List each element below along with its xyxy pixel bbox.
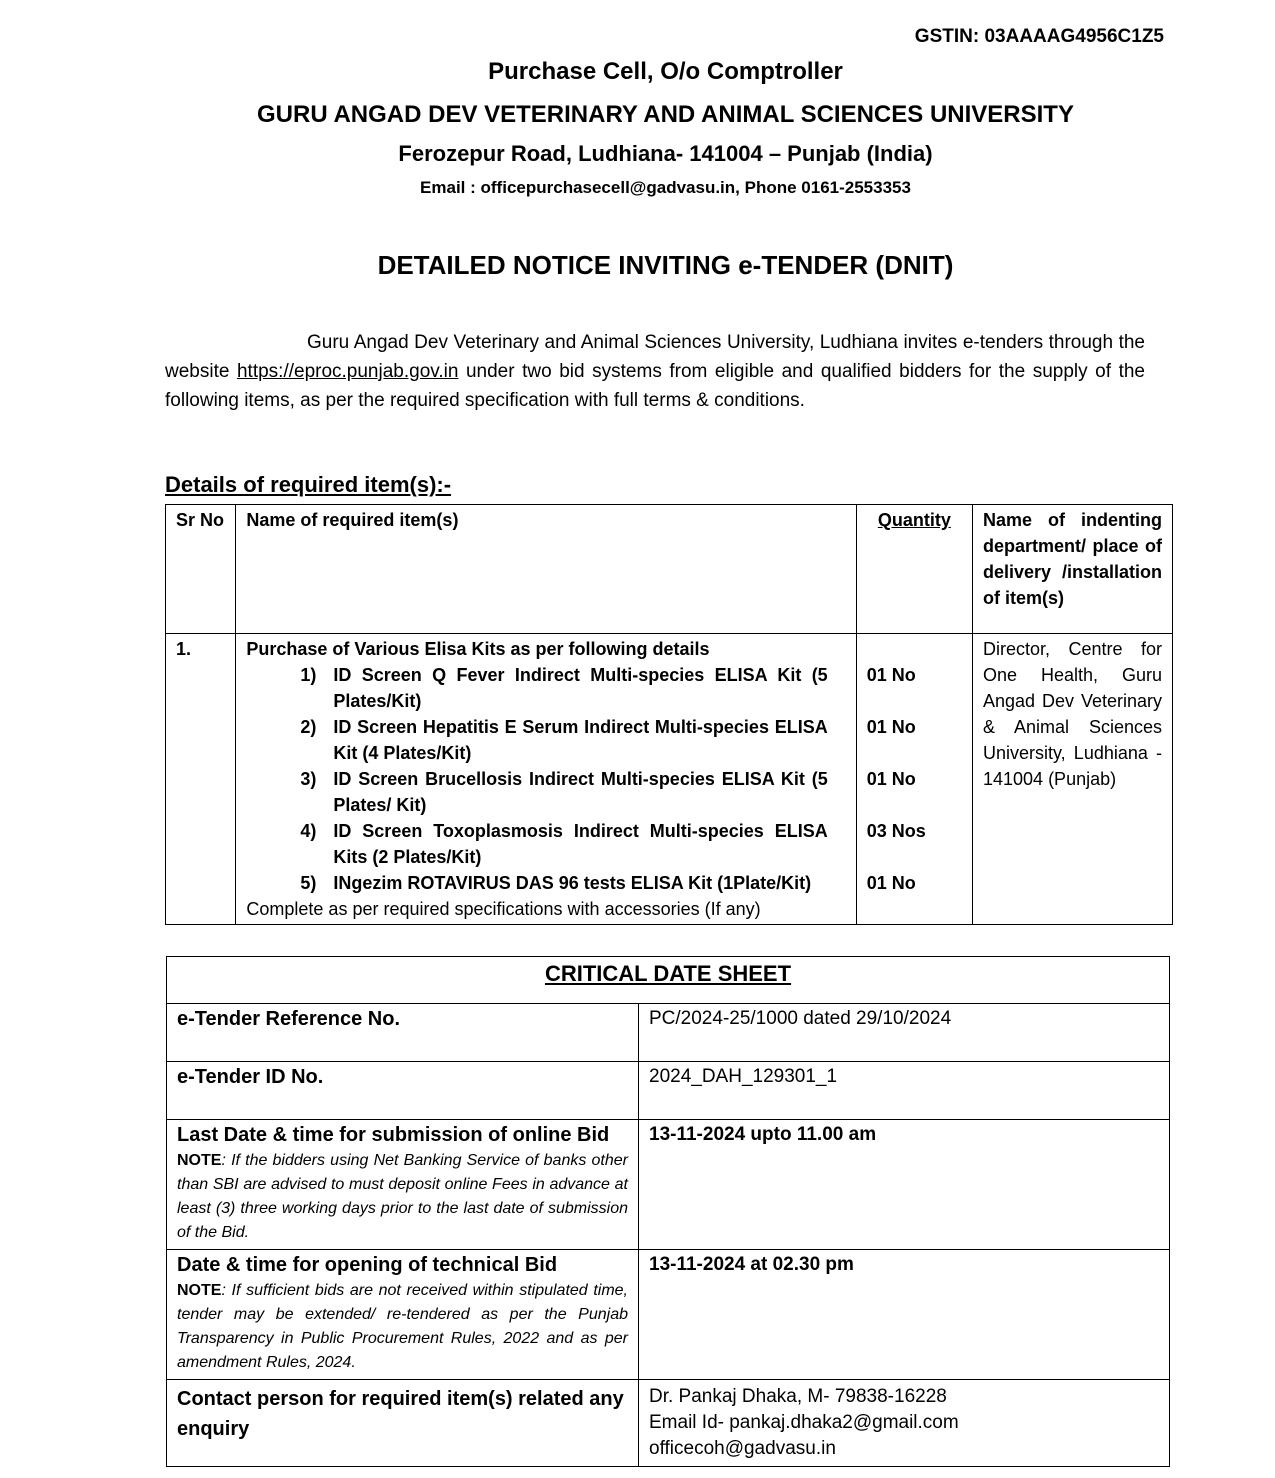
ref-no-label: e-Tender Reference No. [167,1004,639,1062]
sub-item-number: 3) [300,769,317,789]
header-contact: Email : officepurchasecell@gadvasu.in, Phone 0161-2553353 [420,178,911,197]
sub-item-list [246,662,845,896]
quantity-value: 01 No [866,769,916,789]
eproc-link[interactable]: https://eproc.punjab.gov.in [236,361,459,382]
list-item [246,870,845,896]
row-item-details [236,634,856,925]
col-header-department: Name of indenting department/ place of delivery /installation of item(s) [973,505,1173,634]
quantity-value: 01 No [866,665,916,685]
contact-email: Email Id- pankaj.dhaka2@gmail.com [649,1412,959,1433]
submission-label: Last Date & time for submission of online Bid [177,1124,610,1146]
tender-id-value: 2024_DAH_129301_1 [639,1062,1170,1120]
row-sr-number: 1. [166,634,236,925]
sub-item-number: 4) [300,821,317,841]
list-item [246,766,845,818]
submission-value: 13-11-2024 upto 11.00 am [639,1120,1170,1250]
contact-phone: Dr. Pankaj Dhaka, M- 79838-16228 [649,1386,947,1407]
sub-item-number: 2) [300,717,317,737]
sub-item-text: INgezim ROTAVIRUS DAS 96 tests ELISA Kit (1Plate/Kit) [333,873,812,893]
intro-text-2: under two bid systems from eligible and qualified bidders for the supply of the following items, as per the required specification with full terms & conditions. [165,361,1145,411]
gstin-number: GSTIN: 03AAAAG4956C1Z5 [914,26,1164,47]
contact-label: Contact person for required item(s) related any enquiry [167,1380,639,1467]
header-office: Purchase Cell, O/o Comptroller [488,58,843,85]
table-row [167,1250,1170,1380]
opening-cell [167,1250,639,1380]
row-department: Director, Centre for One Health, Guru Angad Dev Veterinary & Animal Sciences University, Ludhiana - 141004 (Punjab) [973,634,1173,925]
quantity-value: 01 No [866,717,916,737]
table-row [167,1380,1170,1467]
row-item-heading: Purchase of Various Elisa Kits as per following details [246,639,710,659]
col-header-sr: Sr No [166,505,236,634]
row-quantities [856,634,972,925]
intro-paragraph [165,328,1145,415]
sub-item-text: ID Screen Hepatitis E Serum Indirect Multi-species ELISA Kit (4 Plates/Kit) [333,717,828,763]
col-header-name: Name of required item(s) [236,505,856,634]
col-header-quantity: Quantity [856,505,972,634]
items-table-header [166,505,1173,634]
opening-label: Date & time for opening of technical Bid [177,1254,558,1276]
page-title: DETAILED NOTICE INVITING e-TENDER (DNIT) [377,250,954,280]
contact-office-email: officecoh@gadvasu.in [649,1438,836,1459]
submission-note: NOTE: If the bidders using Net Banking Service of banks other than SBI are advised to must deposit online Fees in advance at least (3) three working days prior to the last date of submission of the Bid. [177,1152,628,1241]
list-item [246,662,845,714]
table-row [167,1062,1170,1120]
sub-item-text: ID Screen Q Fever Indirect Multi-species ELISA Kit (5 Plates/Kit) [333,665,828,711]
list-item [246,714,845,766]
items-table [165,504,1173,925]
contact-value [639,1380,1170,1467]
sub-item-number: 1) [300,665,317,685]
sub-item-number: 5) [300,873,317,893]
tender-id-label: e-Tender ID No. [167,1062,639,1120]
header-university: GURU ANGAD DEV VETERINARY AND ANIMAL SCIENCES UNIVERSITY [257,101,1074,128]
opening-value: 13-11-2024 at 02.30 pm [639,1250,1170,1380]
submission-cell [167,1120,639,1250]
items-section-heading: Details of required item(s):- [165,472,452,497]
list-item [246,818,845,870]
row-item-footer: Complete as per required specifications with accessories (If any) [246,899,761,919]
quantity-value: 03 Nos [866,821,926,841]
ref-no-value: PC/2024-25/1000 dated 29/10/2024 [639,1004,1170,1062]
quantity-value: 01 No [866,873,916,893]
table-row [167,1120,1170,1250]
intro-text-1: Guru Angad Dev Veterinary and Animal Sciences University, Ludhiana invites e-tenders through the website [165,332,1145,382]
header-address: Ferozepur Road, Ludhiana- 141004 – Punjab (India) [398,141,933,166]
table-row [166,634,1173,925]
critical-date-sheet-title: CRITICAL DATE SHEET [167,957,1170,1004]
critical-date-sheet [166,956,1170,1467]
sub-item-text: ID Screen Brucellosis Indirect Multi-species ELISA Kit (5 Plates/ Kit) [333,769,828,815]
table-row [167,1004,1170,1062]
sub-item-text: ID Screen Toxoplasmosis Indirect Multi-species ELISA Kits (2 Plates/Kit) [333,821,828,867]
opening-note: NOTE: If sufficient bids are not received within stipulated time, tender may be extended/ re-tendered as per the Punjab Transparency in Public Procurement Rules, 2022 and as per amendment Rules, 2024. [177,1282,628,1371]
